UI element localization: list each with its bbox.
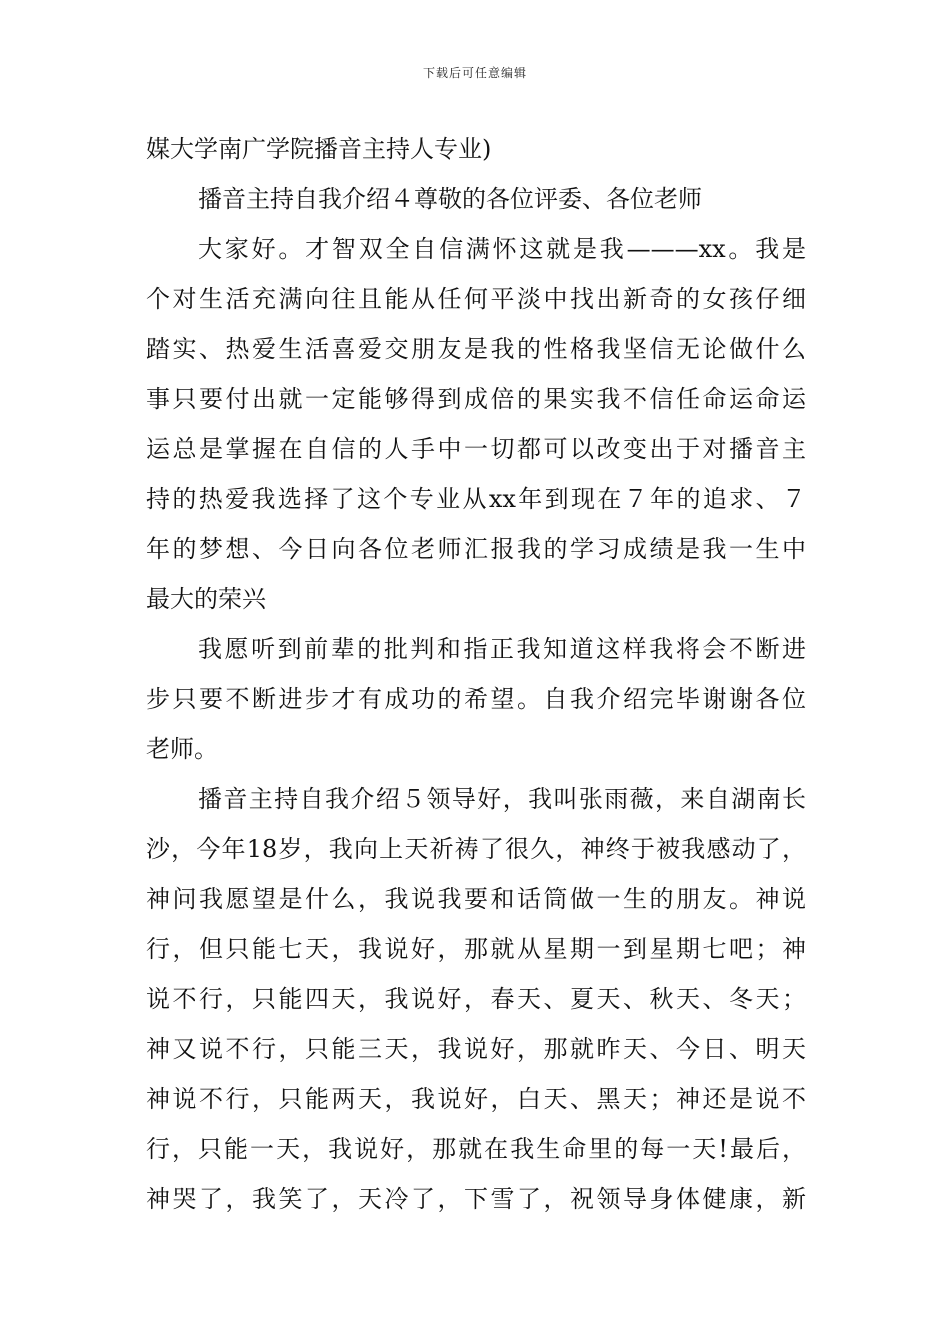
text-line: 老师。 <box>146 735 218 763</box>
text-line: 神问我愿望是什么，我说我要和话筒做一生的朋友。神说 <box>146 885 806 913</box>
text-line: 行，只能一天，我说好，那就在我生命里的每一天!最后， <box>146 1135 806 1163</box>
text-line: 我愿听到前辈的批判和指正我知道这样我将会不断进 <box>198 635 806 663</box>
text-line: 神又说不行，只能三天，我说好，那就昨天、今日、明天 <box>146 1035 806 1063</box>
text-line: 神哭了，我笑了，天冷了，下雪了，祝领导身体健康，新 <box>146 1185 806 1213</box>
document-body <box>146 124 806 1224</box>
text-line: 媒大学南广学院播音主持人专业) <box>146 135 492 163</box>
text-line: 踏实、热爱生活喜爱交朋友是我的性格我坚信无论做什么 <box>146 335 806 363</box>
paragraph-heading-line: 播音主持自我介绍４尊敬的各位评委、各位老师 <box>198 185 702 213</box>
text-line: 年的梦想、今日向各位老师汇报我的学习成绩是我一生中 <box>146 535 806 563</box>
text-line: 神说不行，只能两天，我说好，白天、黑天；神还是说不 <box>146 1085 806 1113</box>
text-line: 行，但只能七天，我说好，那就从星期一到星期七吧；神 <box>146 935 806 963</box>
text-line: 运总是掌握在自信的人手中一切都可以改变出于对播音主 <box>146 435 806 463</box>
text-line: 最大的荣兴 <box>146 585 266 613</box>
paragraph-heading-line: 播音主持自我介绍５领导好，我叫张雨薇，来自湖南长 <box>198 785 806 813</box>
text-line: 沙，今年18岁，我向上天祈祷了很久，神终于被我感动了， <box>146 835 806 863</box>
page-header: 下载后可任意编辑 <box>422 66 527 80</box>
text-line: 大家好。才智双全自信满怀这就是我———xx。我是 <box>198 235 806 263</box>
text-line: 步只要不断进步才有成功的希望。自我介绍完毕谢谢各位 <box>146 685 806 713</box>
text-line: 说不行，只能四天，我说好，春天、夏天、秋天、冬天； <box>146 985 806 1013</box>
text-line: 个对生活充满向往且能从任何平淡中找出新奇的女孩仔细 <box>146 285 806 313</box>
text-line: 事只要付出就一定能够得到成倍的果实我不信任命运命运 <box>146 385 806 413</box>
text-line: 持的热爱我选择了这个专业从xx年到现在７年的追求、７ <box>146 485 806 513</box>
